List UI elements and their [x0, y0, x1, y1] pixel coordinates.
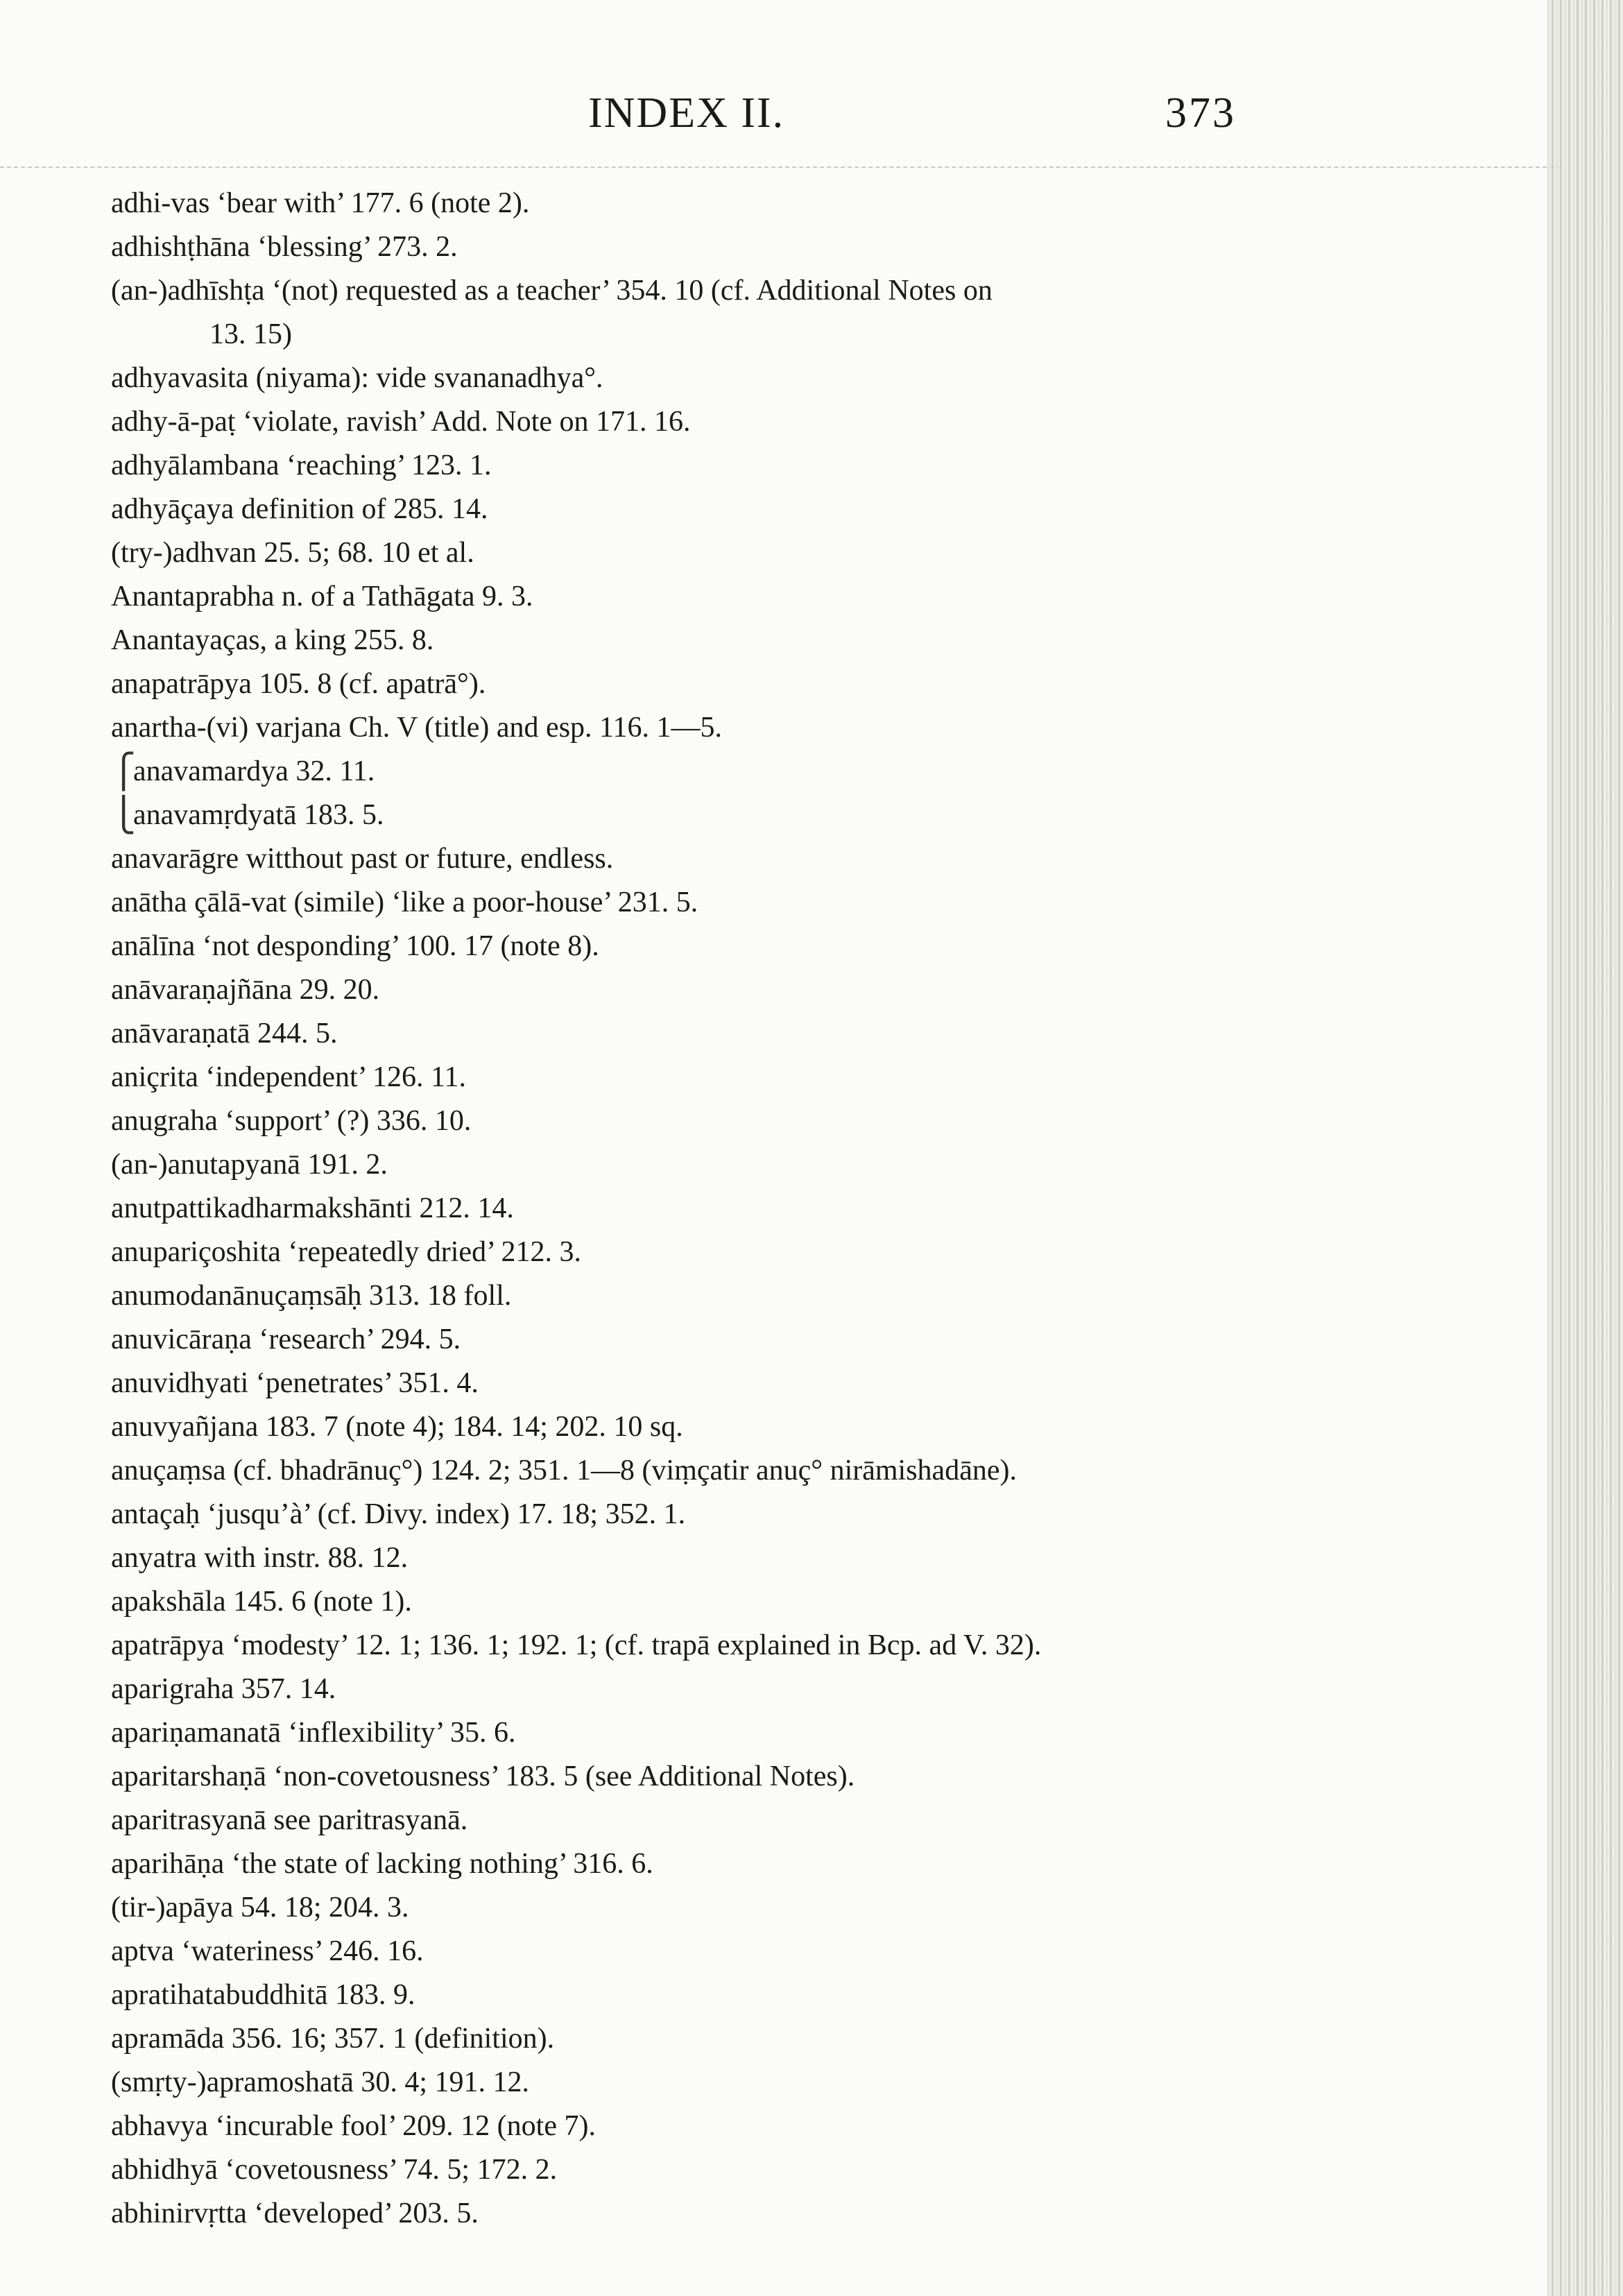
index-entry: adhishṭhāna ‘blessing’ 273. 2.: [111, 231, 458, 263]
scanned-page-edge: [1547, 0, 1623, 2296]
index-entry: aparitarshaṇā ‘non-covetousness’ 183. 5 (see Additional Notes).: [111, 1760, 855, 1792]
index-entry: antaçaḥ ‘jusqu’à’ (cf. Divy. index) 17. 18; 352. 1.: [111, 1498, 686, 1530]
index-entry: adhyālambana ‘reaching’ 123. 1.: [111, 449, 492, 481]
index-entry: apakshāla 145. 6 (note 1).: [111, 1586, 412, 1618]
index-entry: apramāda 356. 16; 357. 1 (definition).: [111, 2023, 555, 2055]
index-entry: aptva ‘wateriness’ 246. 16.: [111, 1935, 424, 1967]
index-entry: aparitrasyanā see paritrasyanā.: [111, 1804, 468, 1836]
index-entry: (an-)adhīshṭa ‘(not) requested as a teacher’ 354. 10 (cf. Additional Notes on: [111, 275, 993, 307]
page-heading: INDEX II.: [588, 89, 785, 137]
index-entry: apatrāpya ‘modesty’ 12. 1; 136. 1; 192. 1; (cf. trapā explained in Bcp. ad V. 32).: [111, 1629, 1042, 1661]
index-entry: (tir-)apāya 54. 18; 204. 3.: [111, 1892, 409, 1924]
index-entry: anartha-(vi) varjana Ch. V (title) and esp. 116. 1—5.: [111, 712, 722, 744]
header-rule: [0, 166, 1561, 168]
index-entry: anutpattikadharmakshānti 212. 14.: [111, 1192, 514, 1224]
index-entry: anātha çālā-vat (simile) ‘like a poor-house’ 231. 5.: [111, 886, 698, 918]
index-entry-list: [111, 182, 1429, 2236]
index-entry: anāvaraṇajñāna 29. 20.: [111, 974, 380, 1006]
index-entry: aparihāṇa ‘the state of lacking nothing’ 316. 6.: [111, 1848, 653, 1880]
index-entry: Anantayaças, a king 255. 8.: [111, 624, 434, 656]
index-entry: apratihatabuddhitā 183. 9.: [111, 1979, 415, 2011]
index-entry: anugraha ‘support’ (?) 336. 10.: [111, 1105, 472, 1137]
index-entry: (an-)anutapyanā 191. 2.: [111, 1149, 388, 1181]
index-entry: aniçrita ‘independent’ 126. 11.: [111, 1061, 466, 1093]
index-entry: abhinirvṛtta ‘developed’ 203. 5.: [111, 2198, 479, 2229]
index-entry: adhyavasita (niyama): vide svananadhya°.: [111, 362, 603, 394]
index-entry: adhyāçaya definition of 285. 14.: [111, 493, 488, 525]
index-entry: anavarāgre witthout past or future, endless.: [111, 843, 614, 875]
index-entry: aparigraha 357. 14.: [111, 1673, 336, 1705]
index-entry: anālīna ‘not desponding’ 100. 17 (note 8).: [111, 930, 599, 962]
index-entry: (smṛty-)apramoshatā 30. 4; 191. 12.: [111, 2066, 530, 2098]
index-entry-bracketed: ⎩ anavamṛdyatā 183. 5.: [111, 794, 1429, 837]
index-entry-bracketed: ⎧ anavamardya 32. 11.: [111, 750, 1429, 794]
index-entry: abhavya ‘incurable fool’ 209. 12 (note 7).: [111, 2110, 596, 2142]
index-entry: anyatra with instr. 88. 12.: [111, 1542, 409, 1574]
index-entry: adhi-vas ‘bear with’ 177. 6 (note 2).: [111, 187, 530, 219]
running-head: [0, 89, 1623, 144]
index-entry: Anantaprabha n. of a Tathāgata 9. 3.: [111, 581, 533, 612]
index-entry: anāvaraṇatā 244. 5.: [111, 1018, 338, 1050]
index-entry: anuçaṃsa (cf. bhadrānuç°) 124. 2; 351. 1—8 (viṃçatir anuç° nirāmishadāne).: [111, 1455, 1017, 1487]
index-entry: anumodanānuçaṃsāḥ 313. 18 foll.: [111, 1280, 512, 1312]
index-entry: abhidhyā ‘covetousness’ 74. 5; 172. 2.: [111, 2154, 558, 2186]
page-number: 373: [1165, 89, 1236, 137]
index-entry: anuvyañjana 183. 7 (note 4); 184. 14; 202. 10 sq.: [111, 1411, 683, 1443]
index-entry: adhy-ā-paṭ ‘violate, ravish’ Add. Note on 171. 16.: [111, 406, 691, 438]
index-entry: anapatrāpya 105. 8 (cf. apatrā°).: [111, 668, 486, 700]
index-entry: anuvicāraṇa ‘research’ 294. 5.: [111, 1323, 461, 1355]
index-entry-continuation: 13. 15): [209, 318, 292, 350]
index-entry: anupariçoshita ‘repeatedly dried’ 212. 3.: [111, 1236, 581, 1268]
index-entry: (try-)adhvan 25. 5; 68. 10 et al.: [111, 537, 474, 569]
index-entry: anuvidhyati ‘penetrates’ 351. 4.: [111, 1367, 479, 1399]
index-entry: apariṇamanatā ‘inflexibility’ 35. 6.: [111, 1717, 516, 1749]
